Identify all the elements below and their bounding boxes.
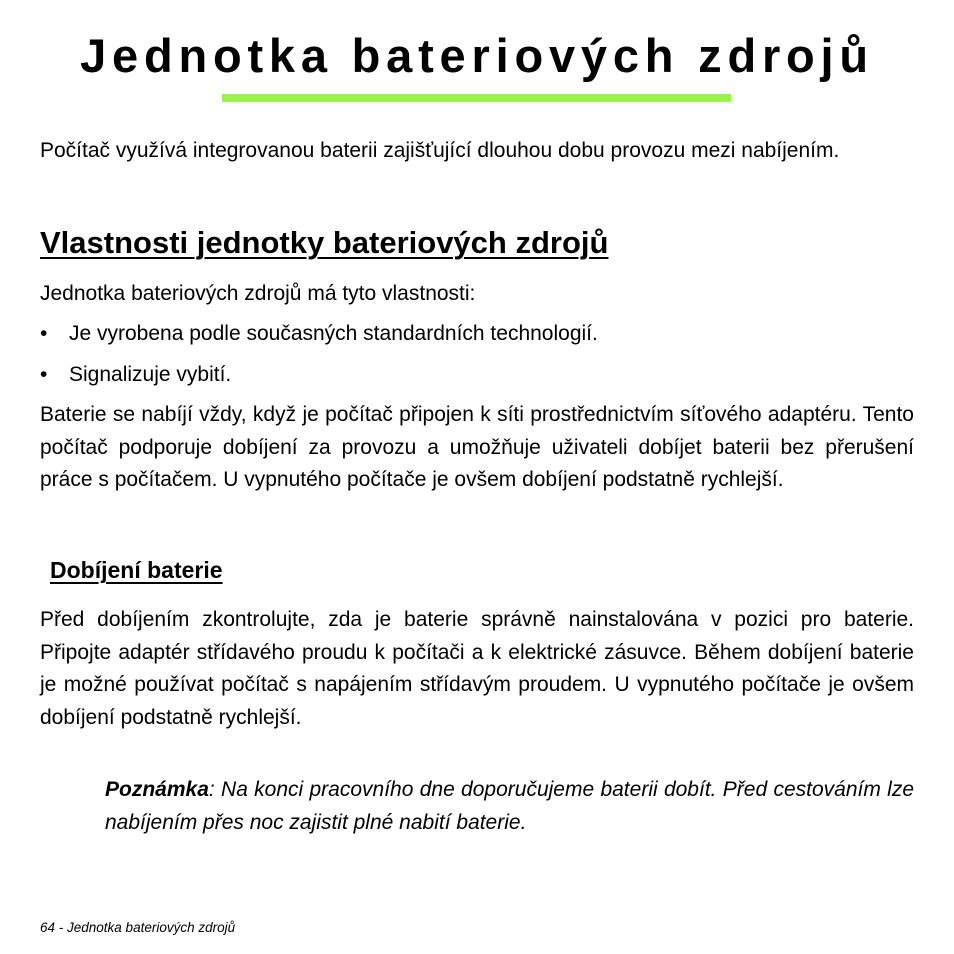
recharging-paragraph: Před dobíjením zkontrolujte, zda je baterie správně nainstalována v pozici pro baterie. Připojte adaptér střídavého proudu k počítači a k elektrické zásuvce. Během dobíjení baterie je možné používat počítač s napájením střídavým proudem. U vypnutého počítače je ovšem dobíjení podstatně rychlejší. — [40, 608, 914, 729]
properties-list — [40, 318, 914, 400]
note-label: Poznámka — [105, 778, 209, 801]
note-text: Na konci pracovního dne doporučujeme baterii dobít. Před cestováním lze nabíjením přes noc zajistit plné nabití baterie. — [105, 778, 914, 834]
list-item — [40, 318, 914, 350]
intro-paragraph: Počítač využívá integrovanou baterii zajišťující dlouhou dobu provozu mezi nabíjením. — [40, 139, 840, 162]
page-footer: 64 - Jednotka bateriových zdrojů — [40, 920, 236, 935]
bullet-icon: • — [40, 322, 48, 345]
section-heading-properties: Vlastnosti jednotky bateriových zdrojů — [40, 225, 609, 260]
title-underline-bar — [222, 94, 731, 102]
section-heading-recharging: Dobíjení baterie — [50, 557, 223, 583]
note-separator: : — [208, 778, 215, 801]
list-item — [40, 359, 914, 391]
bullet-icon: • — [40, 363, 48, 386]
properties-lead: Jednotka bateriových zdrojů má tyto vlastnosti: — [40, 282, 476, 305]
note-paragraph — [105, 774, 914, 839]
charging-paragraph: Baterie se nabíjí vždy, když je počítač připojen k síti prostřednictvím síťového adaptéru. Tento počítač podporuje dobíjení za provozu a umožňuje uživateli dobíjet baterii bez přerušení práce s počítačem. U vypnutého počítače je ovšem dobíjení podstatně rychlejší. — [40, 403, 914, 491]
list-item-text: Je vyrobena podle současných standardních technologií. — [69, 322, 598, 345]
page-title: Jednotka bateriových zdrojů — [80, 29, 874, 82]
list-item-text: Signalizuje vybití. — [69, 363, 232, 386]
